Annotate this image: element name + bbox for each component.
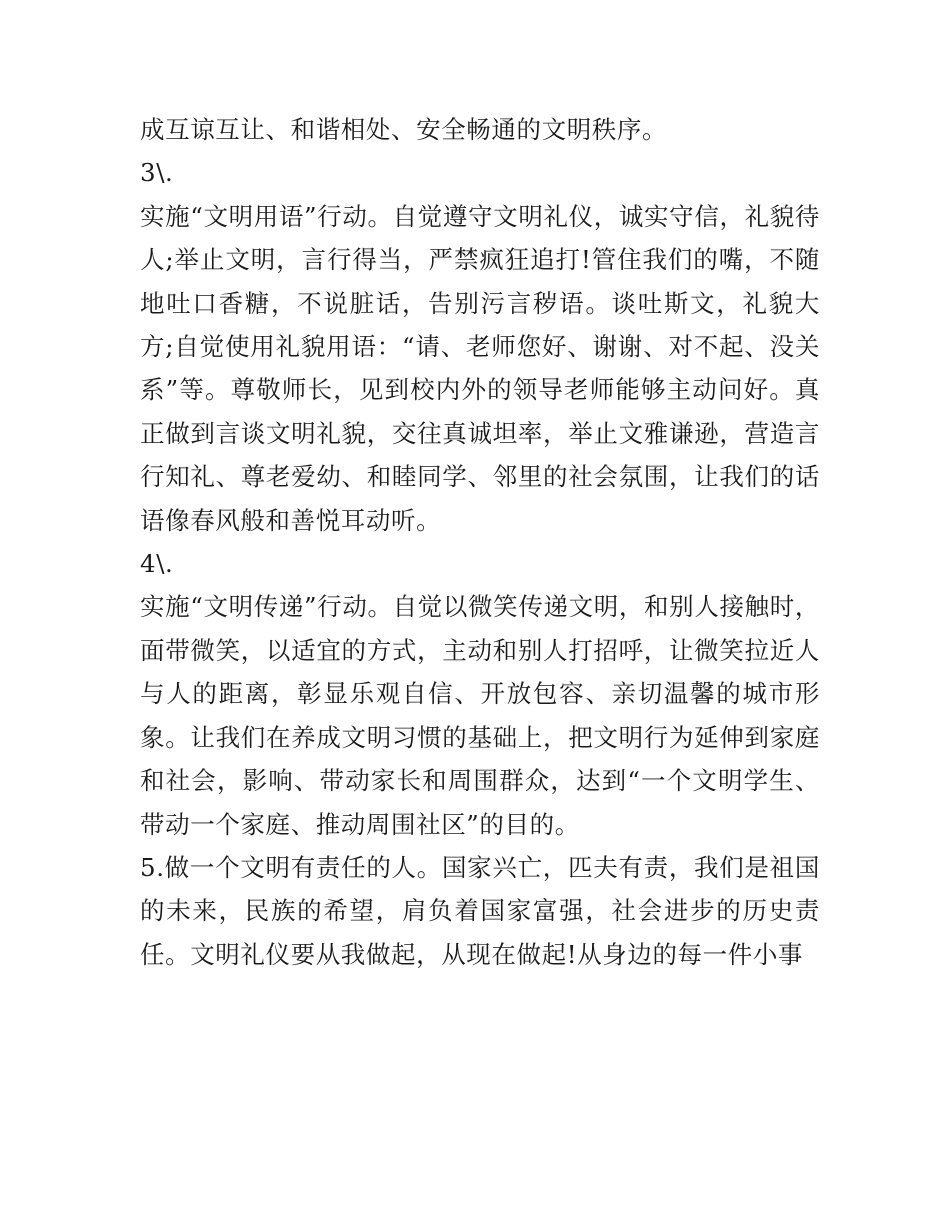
document-body xyxy=(140,108,820,976)
paragraph-continuation: 成互谅互让、和谐相处、安全畅通的文明秩序。 xyxy=(140,115,668,144)
paragraph-civil-language: 实施“文明用语”行动。自觉遵守文明礼仪，诚实守信，礼貌待人;举止文明，言行得当，严禁疯狂追打!管住我们的嘴，不随地吐口香糖，不说脏话，告别污言秽语。谈吐斯文，礼貌大方;自觉使用礼貌用语：“请、老师您好、谢谢、对不起、没关系”等。尊敬师长，见到校内外的领导老师能够主动问好。真正做到言谈文明礼貌，交往真诚坦率，举止文雅谦逊，营造言行知礼、尊老爱幼、和睦同学、邻里的社会氛围，让我们的话语像春风般和善悦耳动听。 xyxy=(140,201,820,535)
paragraph-responsible-person: 5.做一个文明有责任的人。国家兴亡，匹夫有责，我们是祖国的未来，民族的希望，肩负着国家富强，社会进步的历史责任。文明礼仪要从我做起，从现在做起!从身边的每一件小事 xyxy=(140,852,820,969)
paragraph-civil-transmission: 实施“文明传递”行动。自觉以微笑传递文明，和别人接触时，面带微笑，以适宜的方式，主动和别人打招呼，让微笑拉近人与人的距离，彰显乐观自信、开放包容、亲切温馨的城市形象。让我们在养成文明习惯的基础上，把文明行为延伸到家庭和社会，影响、带动家长和周围群众，达到“一个文明学生、带动一个家庭、推动周围社区”的目的。 xyxy=(140,592,820,839)
section-number-3: 3\. xyxy=(140,158,174,188)
section-number-4: 4\. xyxy=(140,549,174,579)
